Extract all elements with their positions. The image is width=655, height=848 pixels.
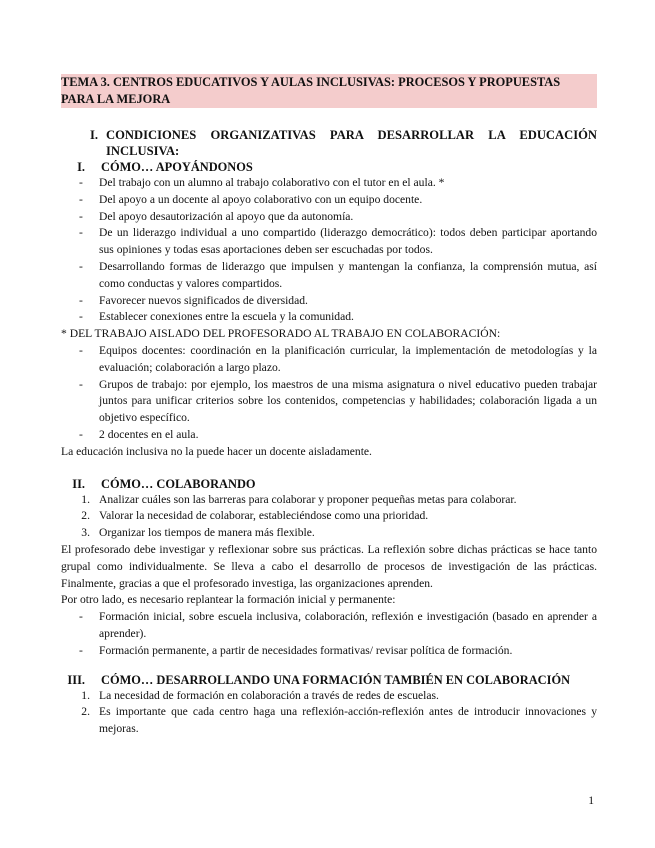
section-1-number: I. bbox=[77, 160, 85, 174]
page-number: 1 bbox=[588, 794, 594, 807]
list-item: 3. Organizar los tiempos de manera más flexible. bbox=[81, 526, 315, 540]
list-item: 1. Analizar cuáles son las barreras para colaborar y proponer pequeñas metas para colaborar. bbox=[81, 492, 517, 506]
section-2-title: CÓMO… COLABORANDO bbox=[101, 476, 256, 491]
list-item: - Del apoyo desautorización al apoyo que da autonomía. bbox=[79, 209, 354, 223]
section-2-list bbox=[61, 492, 597, 542]
title-line-2: PARA LA MEJORA bbox=[61, 92, 171, 106]
section-2-heading bbox=[61, 476, 597, 492]
section-main-number: I. bbox=[89, 128, 98, 142]
title-line-1: TEMA 3. CENTROS EDUCATIVOS Y AULAS INCLUSIVAS: PROCESOS Y PROPUESTAS bbox=[61, 75, 561, 89]
section-3-title: CÓMO… DESARROLLANDO UNA FORMACIÓN TAMBIÉN EN COLABORACIÓN bbox=[101, 672, 571, 687]
list-item: - De un liderazgo individual a uno compartido (liderazgo democrático): todos deben participar aportando sus opiniones y todas esas aportaciones deben ser escuchadas por todos. bbox=[79, 226, 597, 257]
list-item: - Del trabajo con un alumno al trabajo colaborativo con el tutor en el aula. * bbox=[79, 176, 445, 189]
section-1-note: * DEL TRABAJO AISLADO DEL PROFESORADO AL TRABAJO EN COLABORACIÓN: bbox=[61, 327, 501, 341]
list-item: - Formación inicial, sobre escuela inclusiva, colaboración, reflexión e investigación (basado en aprender a aprender). bbox=[79, 610, 597, 640]
section-3-number: III. bbox=[67, 672, 85, 687]
document-title bbox=[61, 74, 597, 108]
section-1-list bbox=[61, 175, 597, 326]
list-item: - Desarrollando formas de liderazgo que impulsen y mantengan la confianza, la comprensión mutua, así como conductas y valores compartidos. bbox=[79, 259, 597, 290]
list-item: - 2 docentes en el aula. bbox=[79, 427, 199, 441]
list-item: - Favorecer nuevos significados de diversidad. bbox=[79, 293, 308, 307]
document-page bbox=[61, 74, 597, 738]
section-main-heading bbox=[61, 127, 597, 159]
list-item: - Del apoyo a un docente al apoyo colaborativo con un equipo docente. bbox=[79, 192, 423, 206]
section-3-list bbox=[61, 688, 597, 738]
list-item: - Establecer conexiones entre la escuela y la comunidad. bbox=[79, 310, 354, 324]
section-3-heading bbox=[61, 672, 597, 688]
section-main-text: CONDICIONES ORGANIZATIVAS PARA DESARROLLAR LA EDUCACIÓN INCLUSIVA: bbox=[106, 128, 597, 158]
section-2-number: II. bbox=[72, 476, 85, 491]
section-2-paragraph-1: El profesorado debe investigar y reflexionar sobre sus prácticas. La reflexión sobre dichas prácticas se hace tanto grupal como individualmente. Se lleva a cabo el desarrollo de procesos de investigación de las prácticas. Finalmente, gracias a que el profesorado investiga, las organizaciones aprenden. bbox=[61, 542, 597, 590]
list-item: - Equipos docentes: coordinación en la planificación curricular, la implementación de metodologías y la evaluación; colaboración a largo plazo. bbox=[79, 343, 597, 374]
list-item: - Formación permanente, a partir de necesidades formativas/ revisar política de formación. bbox=[79, 643, 513, 657]
section-1-heading bbox=[61, 159, 597, 175]
list-item: 2. Es importante que cada centro haga una reflexión-acción-reflexión antes de introducir innovaciones y mejoras. bbox=[81, 705, 597, 736]
section-2-paragraph-2: Por otro lado, es necesario replantear la formación inicial y permanente: bbox=[61, 593, 396, 607]
section-2-sub-list bbox=[61, 609, 597, 659]
list-item: 2. Valorar la necesidad de colaborar, estableciéndose como una prioridad. bbox=[81, 509, 429, 523]
list-item: 1. La necesidad de formación en colaboración a través de redes de escuelas. bbox=[81, 688, 439, 702]
section-1-title: CÓMO… APOYÁNDONOS bbox=[101, 160, 253, 174]
section-1-closing: La educación inclusiva no la puede hacer un docente aisladamente. bbox=[61, 444, 372, 458]
list-item: - Grupos de trabajo: por ejemplo, los maestros de una misma asignatura o nivel educativo pueden trabajar juntos para unificar criterios sobre los contenidos, competencias y habilidades; colaboración ligada a un objetivo específico. bbox=[79, 377, 597, 425]
section-1-note-list bbox=[61, 343, 597, 444]
